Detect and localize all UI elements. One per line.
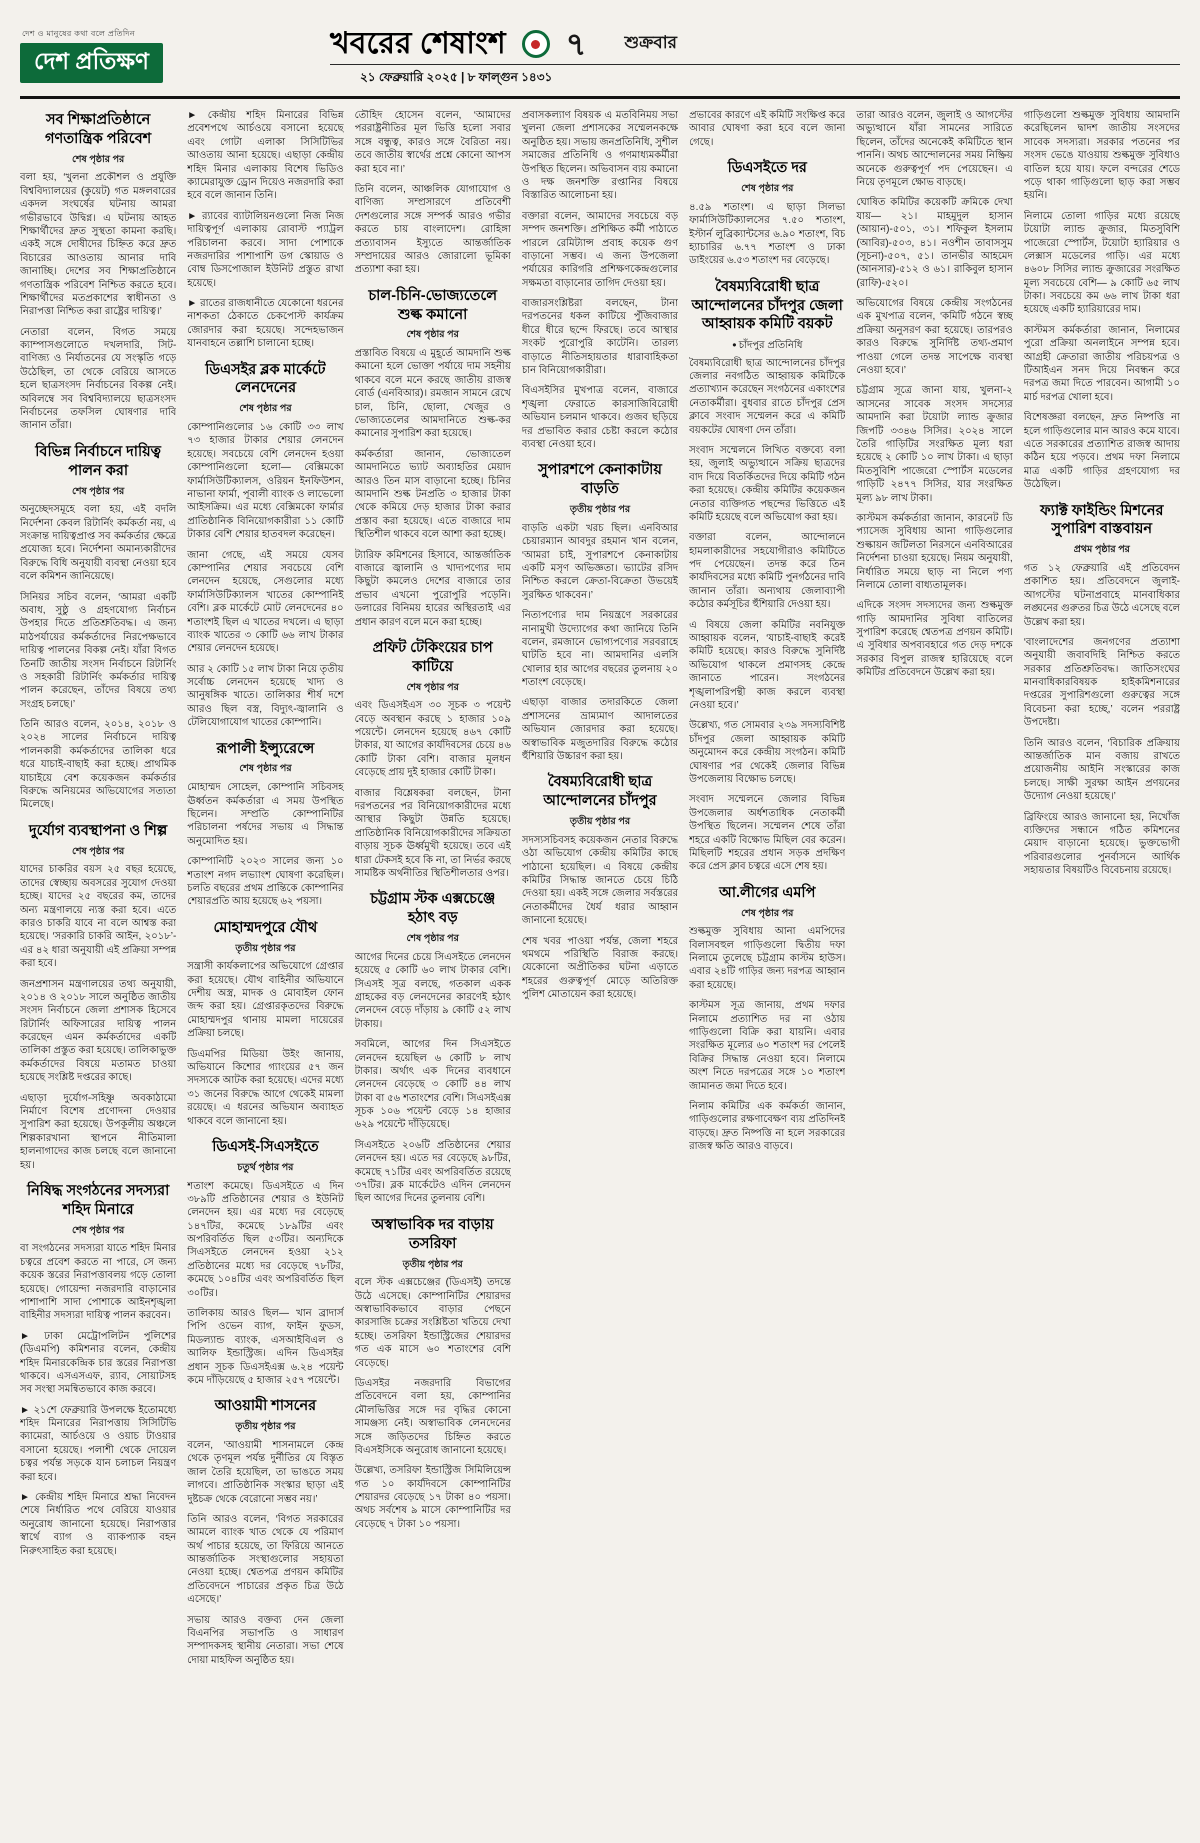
article-dateline: চতুর্থ পৃষ্ঠার পর xyxy=(237,1161,294,1173)
article-dateline: শেষ পৃষ্ঠার পর xyxy=(741,183,794,195)
article-paragraph: ► কেন্দ্রীয় শহিদ মিনারে শ্রদ্ধা নিবেদন শেষে নির্ধারিত পথে বেরিয়ে যাওয়ার অনুরোধ জানানো হয়েছে। নিরাপত্তার স্বার্থে ব্যাগ ও ব্যাকপ্যাক বহন নিরুৎসাহিত করা হয়েছে। xyxy=(20,1492,177,1557)
article-paragraph: বাড়তি একটা খরচ ছিল। এনবিআর চেয়ারম্যান আবদুর রহমান খান বলেন, ‘আমরা চাই, সুপারশপে কেনাকাটায় একটি মসৃণ অভিজ্ঞতা। ভ্যাটের রসিদ নিশ্চিত করলে ক্রেতা-বিক্রেতা উভয়েই সুরক্ষিত থাকবেন।’ xyxy=(521,522,679,601)
article-paragraph: ► ঢাকা মেট্রোপলিটন পুলিশের (ডিএমপি) কমিশনার বলেন, কেন্দ্রীয় শহিদ মিনারকেন্দ্রিক চার স্তরের নিরাপত্তা থাকবে। এসএসএফ, র‍্যাব, সোয়াটসহ সব সংস্থা সমন্বিতভাবে কাজ করবে। xyxy=(20,1330,177,1396)
article-dateline: শেষ পৃষ্ঠার পর xyxy=(406,329,459,341)
article xyxy=(187,1138,343,1387)
article-paragraph: কোম্পানিগুলোর ১৬ কোটি ৩৩ লাখ ৭৩ হাজার টাকার শেয়ার লেনদেন হয়েছে। সবচেয়ে বেশি লেনদেন হওয়া কোম্পানিগুলো হলো— বেক্সিমকো ফার্মাসিউটিক্যালস, ওরিয়ন ইনফিউশন, নাভানা ফার্মা, পূবালী ব্যাংক ও লাভেলো আইসক্রিম। এর মধ্যে বেক্সিমকো ফার্মার প্রাতিষ্ঠানিক বিনিয়োগকারীরা ১১ কোটি টাকার বেশি শেয়ার হাতবদল করেছেন। xyxy=(187,422,344,541)
article-paragraph: প্রস্তাবিত বিষয়ে এ মুহূর্তে আমদানি শুল্ক কমানো হলে ভোক্তা পর্যায়ে দাম সহনীয় থাকবে বলে মনে করছে জাতীয় রাজস্ব বোর্ড (এনবিআর)। রমজান সামনে রেখে চাল, চিনি, ছোলা, খেজুর ও ভোজ্যতেলের আমদানিতে শুল্ক-কর কমানোর সুপারিশ করা হয়েছে। xyxy=(354,348,511,440)
article-byline: ● চাঁদপুর প্রতিনিধি xyxy=(689,339,845,352)
article-paragraph: বিশেষজ্ঞরা বলছেন, দ্রুত নিষ্পত্তি না হলে গাড়িগুলোর মান আরও কমে যাবে। এতে সরকারের প্রত্যাশিত রাজস্ব আদায় কঠিন হয়ে পড়বে। প্রথম দফা নিলামে মাত্র একটি গাড়ির গ্রহণযোগ্য দর উঠেছিল। xyxy=(1023,412,1180,491)
column-4 xyxy=(522,109,678,1801)
article xyxy=(689,159,845,268)
article-paragraph: বাজারসংশ্লিষ্টরা বলছেন, টানা দরপতনের ধকল কাটিয়ে পুঁজিবাজার ধীরে ধীরে ছন্দে ফিরছে। তবে আস্থার সংকট পুরোপুরি কাটেনি। তারল্য বাড়াতে নীতিসহায়তার ধারাবাহিকতা চান বিনিয়োগকারীরা। xyxy=(521,298,679,377)
article-headline: রূপালী ইন্স্যুরেন্সে xyxy=(216,740,315,757)
paper-emblem-icon xyxy=(522,30,550,58)
article-dateline: শেষ পৃষ্ঠার পর xyxy=(71,153,125,165)
article-paragraph: জনপ্রশাসন মন্ত্রণালয়ের তথ্য অনুযায়ী, ২০১৪ ও ২০১৮ সালে অনুষ্ঠিত জাতীয় সংসদ নির্বাচনে জেলা প্রশাসক হিসেবে রিটার্নিং অফিসারের দায়িত্ব পালন করেছেন এমন কর্মকর্তাদের একটি তালিকা প্রস্তুত করা হয়েছে। তালিকাভুক্ত কর্মকর্তাদের বিষয়ে মতামত চাওয়া হয়েছে সংশ্লিষ্ট দপ্তরের কাছে। xyxy=(20,978,177,1084)
article-paragraph: ► ২১শে ফেব্রুয়ারি উপলক্ষে ইতোমধ্যে শহিদ মিনারের নিরাপত্তায় সিসিটিভি ক্যামেরা, আর্চওয়ে ও ওয়াচ টাওয়ার বসানো হয়েছে। পলাশী থেকে দোয়েল চত্বর পর্যন্ত সড়কে যান চলাচল নিয়ন্ত্রণ করা হবে। xyxy=(20,1404,177,1483)
article-headline: সব শিক্ষাপ্রতিষ্ঠানে গণতান্ত্রিক পরিবেশ xyxy=(45,112,152,147)
column-1 xyxy=(20,109,176,1801)
section-title: খবরের শেষাংশ xyxy=(330,27,506,60)
article-headline: ডিএসই-সিএসইতে xyxy=(212,1138,319,1155)
article xyxy=(187,740,343,909)
article xyxy=(689,884,845,1154)
article-headline: বৈষম্যবিরোধী ছাত্র আন্দোলনের চাঁদপুর xyxy=(543,774,657,810)
section-title-row xyxy=(330,28,1180,65)
article-dateline: শেষ পৃষ্ঠার পর xyxy=(71,1224,125,1236)
column-3 xyxy=(355,109,511,1801)
article-dateline: শেষ পৃষ্ঠার পর xyxy=(239,763,292,775)
article-headline: আওয়ামী শাসনের xyxy=(214,1398,317,1415)
article-paragraph: ব্রিফিংয়ে আরও জানানো হয়, নিখোঁজ ব্যক্তিদের সন্ধানে গঠিত কমিশনের মেয়াদ বাড়ানো হয়েছে। ভুক্তভোগী পরিবারগুলোর পুনর্বাসনে আর্থিক সহায়তার বিষয়টিও বিবেচনায় রয়েছে। xyxy=(1023,811,1180,877)
article-paragraph: অনুচ্ছেদসমূহে বলা হয়, এই বদলি নির্দেশনা কেবল রিটার্নিং কর্মকর্তা নয়, এ সংক্রান্ত দায়িত্বপ্রাপ্ত সব কর্মকর্তার ক্ষেত্রে প্রযোজ্য হবে। নির্দেশনা অমান্যকারীদের বিরুদ্ধে বিধি অনুযায়ী ব্যবস্থা নেওয়া হবে বলে কমিশন জানিয়েছে। xyxy=(20,504,177,583)
article-headline: মোহাম্মদপুরে যৌথ xyxy=(213,919,318,936)
article-headline: নিষিদ্ধ সংগঠনের সদস্যরা শহিদ মিনারে xyxy=(26,1182,170,1218)
article xyxy=(522,773,678,1001)
article-headline: ডিএসইতে দর xyxy=(727,160,807,177)
article xyxy=(355,287,511,629)
article-paragraph: শেষ খবর পাওয়া পর্যন্ত, জেলা শহরে থমথমে পরিস্থিতি বিরাজ করছে। যেকোনো অপ্রীতিকর ঘটনা এড়াতে শহরের গুরুত্বপূর্ণ মোড়ে অতিরিক্ত পুলিশ মোতায়েন করা হয়েছে। xyxy=(521,935,679,1001)
article-paragraph: কোম্পানিটি ২০২৩ সালের জন্য ১০ শতাংশ নগদ লভ্যাংশ ঘোষণা করেছিল। চলতি বছরের প্রথম প্রান্তিকে কোম্পানির শেয়ারপ্রতি আয় হয়েছে ৬২ পয়সা। xyxy=(187,856,344,908)
article-paragraph: বলা হয়, ‘খুলনা প্রকৌশল ও প্রযুক্তি বিশ্ববিদ্যালয়ের (কুয়েট) গত মঙ্গলবারের একদল সংঘর্ষের ঘটনায় আমরা গভীরভাবে উদ্বিগ্ন। এ ঘটনায় আহত শিক্ষার্থীদের দ্রুত সুস্থতা কামনা করছি। একই সঙ্গে দোষীদের চিহ্নিত করে দ্রুত বিচারের আওতায় আনার দাবি জানাচ্ছি। দেশের সব শিক্ষাপ্রতিষ্ঠানে গণতান্ত্রিক পরিবেশ নিশ্চিত করতে হবে। শিক্ষার্থীদের মতপ্রকাশের স্বাধীনতা ও নিরাপত্তা নিশ্চিত করা রাষ্ট্রের দায়িত্ব।’ xyxy=(20,172,177,318)
article-headline: দুর্যোগ ব্যবস্থাপনা ও শিল্প xyxy=(29,822,168,839)
columns xyxy=(20,109,1180,1801)
emblem-dot-icon xyxy=(531,40,540,49)
article xyxy=(1024,109,1180,492)
article-paragraph: বা সংগঠনের সদস্যরা যাতে শহিদ মিনার চত্বরে প্রবেশ করতে না পারে, সে জন্য কয়েক স্তরের নিরাপত্তাবলয় গড়ে তোলা হয়েছে। গোয়েন্দা নজরদারি বাড়ানোর পাশাপাশি সাদা পোশাকে আইনশৃঙ্খলা বাহিনীর সদস্যরা দায়িত্ব পালন করবেন। xyxy=(20,1243,177,1322)
article-paragraph: এ বিষয়ে জেলা কমিটির নবনিযুক্ত আহ্বায়ক বলেন, ‘যাচাই-বাছাই করেই কমিটি হয়েছে। কারও বিরুদ্ধে সুনির্দিষ্ট অভিযোগ থাকলে প্রমাণসহ কেন্দ্রে জানাতে পারেন। সংগঠনের শৃঙ্খলাপরিপন্থী কাজ করলে ব্যবস্থা নেওয়া হবে।’ xyxy=(689,619,846,711)
article-paragraph: বৈষম্যবিরোধী ছাত্র আন্দোলনের চাঁদপুর জেলার নবগঠিত আহ্বায়ক কমিটিকে প্রত্যাখ্যান করেছেন সংগঠনের একাংশের নেতাকর্মীরা। বুধবার রাতে চাঁদপুর প্রেস ক্লাবে সংবাদ সম্মেলন করে এ কমিটি বয়কটের ঘোষণা দেন তাঁরা। xyxy=(689,357,846,436)
article-paragraph: সবমিলে, আগের দিন সিএসইতে লেনদেন হয়েছিল ৬ কোটি ৮ লাখ টাকার। অর্থাৎ এক দিনের ব্যবধানে লেনদেন বেড়েছে ৩ কোটি ৪৪ লাখ টাকা বা ৫৬ শতাংশের বেশি। সিএসইএক্স সূচক ১০৬ পয়েন্ট বেড়ে ১৪ হাজার ৬২৯ পয়েন্টে দাঁড়িয়েছে। xyxy=(354,1039,511,1131)
article-paragraph: কাস্টমস সূত্র জানায়, প্রথম দফার নিলামে প্রত্যাশিত দর না ওঠায় গাড়িগুলো বিক্রি করা যায়নি। এবার সংরক্ষিত মূল্যের ৬০ শতাংশ দর পেলেই বিক্রির সিদ্ধান্ত নেওয়া হবে। নিলামে অংশ নিতে দরপত্রের সঙ্গে ১০ শতাংশ জামানত জমা দিতে হবে। xyxy=(689,1000,846,1092)
article xyxy=(187,361,343,730)
article-paragraph: ট্যারিফ কমিশনের হিসাবে, আন্তর্জাতিক বাজারে জ্বালানি ও খাদ্যপণ্যের দাম কিছুটা কমলেও দেশের বাজারে তার প্রভাব এখনো পুরোপুরি পড়েনি। ডলারের বিনিময় হারের অস্থিরতাই এর প্রধান কারণ বলে মনে করা হচ্ছে। xyxy=(354,549,511,628)
article-paragraph: ► র‍্যাবের ব্যাটালিয়নগুলো নিজ নিজ দায়িত্বপূর্ণ এলাকায় রোবাস্ট প্যাট্রল পরিচালনা করবে। সাদা পোশাকে নজরদারির পাশাপাশি ডগ স্কোয়াড ও বোম্ব ডিসপোজাল ইউনিট প্রস্তুত রাখা হয়েছে। xyxy=(187,210,344,289)
article xyxy=(20,443,176,812)
article xyxy=(522,461,678,763)
column-7 xyxy=(1024,109,1180,1801)
article-paragraph: গত ১২ ফেব্রুয়ারি এই প্রতিবেদন প্রকাশিত হয়। প্রতিবেদনে জুলাই-আগস্টের ঘটনাপ্রবাহে মানবাধিকার লঙ্ঘনের গুরুতর চিত্র উঠে এসেছে বলে উল্লেখ করা হয়। xyxy=(1023,562,1180,628)
column-5 xyxy=(689,109,845,1801)
article-headline: আ.লীগের এমপি xyxy=(719,884,816,901)
article xyxy=(856,109,1012,680)
article-paragraph: শুল্কমুক্ত সুবিধায় আনা এমপিদের বিলাসবহুল গাড়িগুলো দ্বিতীয় দফা নিলামে তুলেছে চট্টগ্রাম কাস্টম হাউস। এবার ২৪টি গাড়ির জন্য দরপত্র আহ্বান করা হয়েছে। xyxy=(689,926,846,991)
article-paragraph: ► রাতের রাজধানীতে যেকোনো ধরনের নাশকতা ঠেকাতে চেকপোস্ট কার্যক্রম জোরদার করা হয়েছে। সন্দেহভাজন যানবাহনে তল্লাশি চালানো হচ্ছে। xyxy=(187,298,344,350)
article-paragraph: সংবাদ সম্মেলনে লিখিত বক্তব্যে বলা হয়, জুলাই অভ্যুত্থানে সক্রিয় ছাত্রদের বাদ দিয়ে বিতর্কিতদের দিয়ে কমিটি গঠন করা হয়েছে। কেন্দ্রীয় কমিটির কয়েকজন নেতার ব্যক্তিগত পছন্দের ভিত্তিতে এই কমিটি হয়েছে বলে অভিযোগ করা হয়। xyxy=(689,444,846,523)
page-number: ৭ xyxy=(565,26,587,62)
article-paragraph: তারা আরও বলেন, জুলাই ও আগস্টের অভ্যুত্থানে যাঁরা সামনের সারিতে ছিলেন, তাঁদের অনেকেই কমিটিতে স্থান পাননি। অথচ আন্দোলনের সময় নিষ্ক্রিয় অনেকে গুরুত্বপূর্ণ পদ পেয়েছেন। এ নিয়ে তৃণমূলে ক্ষোভ বাড়ছে। xyxy=(856,110,1013,188)
article-dateline: তৃতীয় পৃষ্ঠার পর xyxy=(569,504,631,516)
article-headline: ডিএসইর ব্লক মার্কেটে লেনদেনের xyxy=(205,361,326,397)
masthead-tagline: দেশ ও মানুষের কথা বলে প্রতিদিন xyxy=(22,29,136,38)
article-paragraph: বিএসইসির মুখপাত্র বলেন, বাজারে শৃঙ্খলা ফেরাতে কারসাজিবিরোধী অভিযান চলমান থাকবে। গুজব ছড়িয়ে দর প্রভাবিত করার চেষ্টা করলে কঠোর ব্যবস্থা নেওয়া হবে। xyxy=(521,385,679,450)
article xyxy=(355,639,511,880)
article xyxy=(355,1216,511,1531)
article xyxy=(187,1397,343,1667)
article-paragraph: এদিকে সংসদ সদস্যদের জন্য শুল্কমুক্ত গাড়ি আমদানির সুবিধা বাতিলের সুপারিশ করেছে শ্বেতপত্র প্রণয়ন কমিটি। এ সুবিধার অপব্যবহারে গত দেড় দশকে সরকার বিপুল রাজস্ব হারিয়েছে বলে কমিটির প্রতিবেদনে উল্লেখ করা হয়। xyxy=(856,600,1013,679)
article-paragraph: ডিএসইর নজরদারি বিভাগের প্রতিবেদনে বলা হয়, কোম্পানির মৌলভিত্তির সঙ্গে দর বৃদ্ধির কোনো সামঞ্জস্য নেই। অস্বাভাবিক লেনদেনের সঙ্গে জড়িতদের চিহ্নিত করতে বিএসইসিকে অনুরোধ জানানো হয়েছে। xyxy=(354,1377,511,1456)
article-paragraph: প্রভাবের কারণে এই কমিটি সংক্ষিপ্ত করে আবার ঘোষণা করা হবে বলে জানা গেছে। xyxy=(689,110,846,148)
article-paragraph: মোহাম্মদ সোহেল, কোম্পানি সচিবসহ ঊর্ধ্বতন কর্মকর্তারা এ সময় উপস্থিত ছিলেন। সম্প্রতি কোম্পানিটির পরিচালনা পর্ষদের সভায় এ সিদ্ধান্ত অনুমোদিত হয়। xyxy=(187,782,344,847)
article-paragraph: ৪.৫৯ শতাংশ। এ ছাড়া সিলভা ফার্মাসিউটিক্যালসের ৭.৫০ শতাংশ, ইস্টার্ন লুব্রিক্যান্টসের ৬.৯০ শতাংশ, বিচ হ্যাচারির ৬.৭৭ শতাংশ ও ঢাকা ডাইংয়ের ৬.৫৩ শতাংশ দর বেড়েছে। xyxy=(689,201,846,267)
article-paragraph: অভিযোগের বিষয়ে কেন্দ্রীয় সংগঠনের এক মুখপাত্র বলেন, ‘কমিটি গঠনে স্বচ্ছ প্রক্রিয়া অনুসরণ করা হয়েছে। তারপরও কারও বিরুদ্ধে সুনির্দিষ্ট তথ্য-প্রমাণ পাওয়া গেলে তদন্ত সাপেক্ষে ব্যবস্থা নেওয়া হবে।’ xyxy=(856,298,1013,377)
article-headline: প্রফিট টেকিংয়ের চাপ কাটিয়ে xyxy=(372,639,493,675)
article-paragraph: সংবাদ সম্মেলনে জেলার বিভিন্ন উপজেলার অর্ধশতাধিক নেতাকর্মী উপস্থিত ছিলেন। সম্মেলন শেষে তাঁরা শহরে একটি বিক্ষোভ মিছিল বের করেন। মিছিলটি শহরের প্রধান সড়ক প্রদক্ষিণ করে প্রেস ক্লাব চত্বরে এসে শেষ হয়। xyxy=(689,794,846,873)
article-dateline: শেষ পৃষ্ঠার পর xyxy=(71,485,125,497)
article xyxy=(1024,502,1180,878)
article-paragraph: তিনি আরও বলেন, ২০১৪, ২০১৮ ও ২০২৪ সালের নির্বাচনে দায়িত্ব পালনকারী কর্মকর্তাদের তালিকা ধরে ধরে যাচাই-বাছাই করা হচ্ছে। প্রাথমিক যাচাইয়ে বেশ কয়েকজন কর্মকর্তার বিরুদ্ধে অনিয়মের অভিযোগের সত্যতা মিলেছে। xyxy=(20,719,177,811)
article-paragraph: যাদের চাকরির বয়স ২৫ বছর হয়েছে, তাদের স্বেচ্ছায় অবসরের সুযোগ দেওয়া হচ্ছে। যাদের ২৫ বছরের কম, তাদের অন্য মন্ত্রণালয়ে ন্যস্ত করা হবে। এতে কারও চাকরি যাবে না বলে আশ্বস্ত করা হয়েছে। ‘সরকারি চাকরি আইন, ২০১৮’-এর ৪২ ধারা অনুযায়ী এই প্রক্রিয়া সম্পন্ন করা হবে। xyxy=(20,864,177,970)
article-dateline: শেষ পৃষ্ঠার পর xyxy=(741,907,794,919)
article-paragraph: নেতারা বলেন, বিগত সময়ে ক্যাম্পাসগুলোতে দখলদারি, সিট-বাণিজ্য ও নির্যাতনের যে সংস্কৃতি গড়ে উঠেছিল, তা থেকে বেরিয়ে আসতে হলে ছাত্রসংসদ নির্বাচনের বিকল্প নেই। অবিলম্বে সব বিশ্ববিদ্যালয়ে ছাত্রসংসদ নির্বাচনের তফসিল ঘোষণার দাবি জানান তাঁরা। xyxy=(20,326,177,432)
article-paragraph: ঘোষিত কমিটির কয়েকটি ক্রমিকে দেখা যায়— ২১। মাহমুদুল হাসান (আয়ান)-৫০১, ৩১। শফিকুল ইসলাম (আবির)-৫০৩, ৪১। নওশীন তাবাসসুম (সূচনা)-৫০৭, ৫১। তানভীর আহমেদ (আনসার)-৫১২ ও ৬১। রাকিবুল হাসান (রাফি)-৫২০। xyxy=(856,197,1013,289)
page-header xyxy=(20,28,1180,99)
article-paragraph: সভায় আরও বক্তব্য দেন জেলা বিএনপির সভাপতি ও সাধারণ সম্পাদকসহ স্থানীয় নেতারা। সভা শেষে দোয়া মাহফিল অনুষ্ঠিত হয়। xyxy=(187,1614,344,1666)
article-dateline: প্রথম পৃষ্ঠার পর xyxy=(1073,544,1130,556)
article-paragraph: এছাড়া বাজার তদারকিতে জেলা প্রশাসনের ভ্রাম্যমাণ আদালতের অভিযান জোরদার করা হয়েছে। অস্বাভাবিক মজুতদারির বিরুদ্ধে কঠোর হুঁশিয়ারি উচ্চারণ করা হয়। xyxy=(521,697,679,763)
article-paragraph: আর ২ কোটি ১৫ লাখ টাকা নিয়ে তৃতীয় সর্বোচ্চ লেনদেন হয়েছে খাদ্য ও আনুষঙ্গিক খাতে। তালিকার শীর্ষ দশে আরও ছিল বস্ত্র, বিদ্যুৎ-জ্বালানি ও টেলিযোগাযোগ খাতের কোম্পানি। xyxy=(187,663,344,729)
article-headline: বিভিন্ন নির্বাচনে দায়িত্ব পালন করা xyxy=(35,443,161,479)
article-paragraph: সিএসইতে ২০৬টি প্রতিষ্ঠানের শেয়ার লেনদেন হয়। এতে দর বেড়েছে ৯৮টির, কমেছে ৭১টির এবং অপরিবর্তিত রয়েছে ৩৭টির। ব্লক মার্কেটেও এদিন লেনদেন ছিল আগের দিনের তুলনায় বেশি। xyxy=(354,1139,511,1205)
article-dateline: তৃতীয় পৃষ্ঠার পর xyxy=(402,1258,463,1270)
article-paragraph: ► কেন্দ্রীয় শহিদ মিনারের বিভিন্ন প্রবেশপথে আর্চওয়ে বসানো হয়েছে এবং গোটা এলাকা সিসিটিভির আওতায় আনা হয়েছে। এছাড়া কেন্দ্রীয় শহিদ মিনার এলাকায় বিশেষ ভিডিও ক্যামেরাযুক্ত ড্রোন দিয়েও নজরদারি করা হবে বলে জানান তিনি। xyxy=(187,110,344,202)
article xyxy=(689,109,845,149)
weekday-label: শুক্রবার xyxy=(624,33,678,52)
header-right xyxy=(195,28,1180,89)
article-paragraph: তিনি বলেন, আঞ্চলিক যোগাযোগ ও বাণিজ্য সম্প্রসারণে প্রতিবেশী দেশগুলোর সঙ্গে সম্পর্ক আরও গভীর করতে চায় বাংলাদেশ। রোহিঙ্গা প্রত্যাবাসন ইস্যুতে আন্তর্জাতিক সম্প্রদায়ের আরও জোরালো ভূমিকা প্রত্যাশা করা হয়। xyxy=(354,183,511,276)
article-paragraph: সদস্যসচিবসহ কয়েকজন নেতার বিরুদ্ধে ওঠা অভিযোগ কেন্দ্রীয় কমিটির কাছে পাঠানো হয়েছিল। এ বিষয়ে কেন্দ্রীয় কমিটির সিদ্ধান্ত জানতে চেয়ে চিঠি দেওয়া হয়। একই সঙ্গে জেলার সর্বস্তরের নেতাকর্মীদের ধৈর্য ধরার আহ্বান জানানো হয়েছে। xyxy=(521,834,679,927)
article xyxy=(187,919,343,1128)
article-dateline: শেষ পৃষ্ঠার পর xyxy=(406,933,459,945)
article xyxy=(20,111,176,433)
article-paragraph: বলেন, ‘আওয়ামী শাসনামলে কেন্দ্র থেকে তৃণমূল পর্যন্ত দুর্নীতির যে বিস্তৃত জাল তৈরি হয়েছিল, তা ভাঙতে সময় লাগবে। প্রাতিষ্ঠানিক সংস্কার ছাড়া এই দুষ্টচক্র থেকে বেরোনো সম্ভব নয়।’ xyxy=(187,1439,344,1505)
article-paragraph: ‘বাংলাদেশের জনগণের প্রত্যাশা অনুযায়ী জবাবদিহি নিশ্চিত করতে সরকার প্রতিশ্রুতিবদ্ধ। জাতিসংঘের মানবাধিকারবিষয়ক হাইকমিশনারের দপ্তরের সুপারিশগুলো গুরুত্বের সঙ্গে বিবেচনা করা হচ্ছে,’ বলেন পররাষ্ট্র উপদেষ্টা। xyxy=(1023,636,1180,729)
article-paragraph: ডিএমপির মিডিয়া উইং জানায়, অভিযানে কিশোর গ্যাংয়ের ৫৭ জন সদস্যকে আটক করা হয়েছে। এদের মধ্যে ৩১ জনের বিরুদ্ধে আগে থেকেই মামলা রয়েছে। এ ধরনের অভিযান অব্যাহত থাকবে বলে জানানো হয়। xyxy=(187,1048,344,1127)
article-paragraph: বাজার বিশ্লেষকরা বলছেন, টানা দরপতনের পর বিনিয়োগকারীদের মধ্যে আস্থার কিছুটা উন্নতি হয়েছে। প্রাতিষ্ঠানিক বিনিয়োগকারীদের সক্রিয়তা বাড়ায় সূচক ঊর্ধ্বমুখী হয়েছে। তবে এই ধারা টেকসই হবে কি না, তা নির্ভর করছে সামষ্টিক অর্থনীতির স্থিতিশীলতার ওপর। xyxy=(354,787,511,879)
article xyxy=(187,109,343,351)
article-headline: ফ্যাক্ট ফাইন্ডিং মিশনের সুপারিশ বাস্তবায়ন xyxy=(1040,502,1164,538)
article xyxy=(522,109,678,451)
article-paragraph: প্রবাসকল্যাণ বিষয়ক এ মতবিনিময় সভা খুলনা জেলা প্রশাসকের সম্মেলনকক্ষে অনুষ্ঠিত হয়। সভায় জনপ্রতিনিধি, সুশীল সমাজের প্রতিনিধি ও গণমাধ্যমকর্মীরা উপস্থিত ছিলেন। অভিবাসন ব্যয় কমানো ও দক্ষ জনশক্তি রপ্তানির বিষয়ে বিস্তারিত আলোচনা হয়। xyxy=(521,110,679,202)
article-paragraph: জানা গেছে, এই সময়ে যেসব কোম্পানির শেয়ার সবচেয়ে বেশি লেনদেন হয়েছে, সেগুলোর মধ্যে ফার্মাসিউটিক্যালস খাতের কোম্পানিই বেশি। ব্লক মার্কেটে মোট লেনদেনের ৪০ শতাংশই ছিল এ খাতের দখলে। এ ছাড়া ব্যাংক খাতের ৩ কোটি ৬৬ লাখ টাকার শেয়ার লেনদেন হয়েছে। xyxy=(187,549,344,655)
article-dateline: তৃতীয় পৃষ্ঠার পর xyxy=(235,942,296,954)
article-paragraph: আগের দিনের চেয়ে সিএসইতে লেনদেন হয়েছে ৫ কোটি ৬০ লাখ টাকার বেশি। সিএসই সূত্র বলছে, গতকাল একক গ্রাহকের বড় লেনদেনের কারণেই হঠাৎ লেনদেন বেড়ে দাঁড়ায় ৯ কোটি ৫২ লাখ টাকায়। xyxy=(354,951,511,1030)
article-dateline: শেষ পৃষ্ঠার পর xyxy=(239,403,292,415)
article-paragraph: শতাংশ কমেছে। ডিএসইতে এ দিন ৩৮৯টি প্রতিষ্ঠানের শেয়ার ও ইউনিট লেনদেন হয়। এর মধ্যে দর বেড়েছে ১৪৭টির, কমেছে ১৮৯টির এবং অপরিবর্তিত ছিল ৫৩টির। অন্যদিকে সিএসইতে লেনদেন হওয়া ২১২ প্রতিষ্ঠানের মধ্যে দর বেড়েছে ৭৮টির, কমেছে ১০৪টির এবং অপরিবর্তিত ছিল ৩০টির। xyxy=(187,1180,344,1299)
article-paragraph: গাড়িগুলো শুল্কমুক্ত সুবিধায় আমদানি করেছিলেন দ্বাদশ জাতীয় সংসদের সাবেক সদস্যরা। সরকার পতনের পর সংসদ ভেঙে যাওয়ায় শুল্কমুক্ত সুবিধাও বাতিল হয়ে যায়। ফলে বন্দরের শেডে পড়ে থাকা গাড়িগুলো ছাড় করা সম্ভব হয়নি। xyxy=(1023,110,1180,202)
masthead xyxy=(20,28,195,83)
article-paragraph: কাস্টমস কর্মকর্তারা জানান, নিলামের পুরো প্রক্রিয়া অনলাইনে সম্পন্ন হবে। আগ্রহী ক্রেতারা জাতীয় পরিচয়পত্র ও টিআইএন সনদ দিয়ে নিবন্ধন করে দরপত্র জমা দিতে পারবেন। আগামী ১০ মার্চ দরপত্র খোলা হবে। xyxy=(1023,324,1180,403)
article-dateline: শেষ পৃষ্ঠার পর xyxy=(406,681,459,693)
article-dateline: তৃতীয় পৃষ্ঠার পর xyxy=(235,1421,296,1433)
column-2 xyxy=(187,109,343,1801)
date-line: ২১ ফেব্রুয়ারি ২০২৫ | ৮ ফাল্গুন ১৪৩১ xyxy=(360,70,553,84)
article xyxy=(355,890,511,1205)
article-paragraph: তিনি আরও বলেন, ‘বিগত সরকারের আমলে ব্যাংক খাত থেকে যে পরিমাণ অর্থ পাচার হয়েছে, তা ফিরিয়ে আনতে আন্তর্জাতিক সংস্থাগুলোর সহায়তা নেওয়া হচ্ছে। শ্বেতপত্র প্রণয়ন কমিটির প্রতিবেদনে পাচারের প্রকৃত চিত্র উঠে এসেছে।’ xyxy=(187,1513,344,1606)
article-headline: বৈষম্যবিরোধী ছাত্র আন্দোলনের চাঁদপুর জেলা আহ্বায়ক কমিটি বয়কট xyxy=(691,278,843,333)
article-paragraph: এবং ডিএসইএস ৩০ সূচক ৩ পয়েন্ট বেড়ে অবস্থান করছে ১ হাজার ১০৯ পয়েন্টে। লেনদেন হয়েছে ৪৬৭ কোটি টাকার, যা আগের কার্যদিবসের চেয়ে ৪৬ কোটি টাকা বেশি। বাজার মূলধন বেড়েছে প্রায় দুই হাজার কোটি টাকা। xyxy=(354,700,511,779)
article-paragraph: সিনিয়র সচিব বলেন, ‘আমরা একটি অবাধ, সুষ্ঠু ও গ্রহণযোগ্য নির্বাচন উপহার দিতে প্রতিশ্রুতিবদ্ধ। এ জন্য মাঠপর্যায়ের কর্মকর্তাদের নিরপেক্ষভাবে দায়িত্ব পালনের বিকল্প নেই। যাঁরা বিগত তিনটি জাতীয় সংসদ নির্বাচনে রিটার্নিং ও সহকারী রিটার্নিং কর্মকর্তার দায়িত্ব পালন করেছেন, তাঁদের বিষয়ে তথ্য সংগ্রহ চলছে।’ xyxy=(20,591,177,710)
article-paragraph: তালিকায় আরও ছিল— খান ব্রাদার্স পিপি ওভেন ব্যাগ, ফাইন ফুডস, মিডল্যান্ড ব্যাংক, এসআইবিএল ও আলিফ ইন্ডাস্ট্রিজ। এদিন ডিএসইর প্রধান সূচক ডিএসইএক্স ৬.২৪ পয়েন্ট কমে দাঁড়িয়েছে ৫ হাজার ২৫৭ পয়েন্টে। xyxy=(187,1308,344,1386)
article-paragraph: কাস্টমস কর্মকর্তারা জানান, কারনেট ডি প্যাসেজ সুবিধায় আনা গাড়িগুলোর শুল্কায়ন জটিলতা নিরসনে এনবিআরের নির্দেশনা চাওয়া হয়েছে। নিয়ম অনুযায়ী, নির্ধারিত সময়ে ছাড় না নিলে পণ্য নিলামে তোলা বাধ্যতামূলক। xyxy=(856,512,1013,591)
article-paragraph: বক্তারা বলেন, আমাদের সবচেয়ে বড় সম্পদ জনশক্তি। প্রশিক্ষিত কর্মী পাঠাতে পারলে রেমিট্যান্স প্রবাহ কয়েক গুণ বাড়ানো সম্ভব। এ জন্য উপজেলা পর্যায়ের কারিগরি প্রশিক্ষণকেন্দ্রগুলোর সক্ষমতা বাড়ানোর তাগিদ দেওয়া হয়। xyxy=(521,210,679,289)
article-paragraph: নিত্যপণ্যের দাম নিয়ন্ত্রণে সরকারের নানামুখী উদ্যোগের কথা জানিয়ে তিনি বলেন, রমজানে ভোগ্যপণ্যের সরবরাহে ঘাটতি হবে না। আমদানির এলসি খোলার হার আগের বছরের তুলনায় ২০ শতাংশ বেড়েছে। xyxy=(521,610,679,689)
article xyxy=(689,278,845,874)
article-paragraph: কর্মকর্তারা জানান, ভোজ্যতেল আমদানিতে ভ্যাট অব্যাহতির মেয়াদ আরও তিন মাস বাড়ানো হচ্ছে। চিনির আমদানি শুল্ক টনপ্রতি ৩ হাজার টাকা থেকে কমিয়ে দেড় হাজার টাকা করার প্রস্তাব করা হয়েছে। এতে বাজারে দাম স্থিতিশীল থাকবে বলে আশা করা হচ্ছে। xyxy=(354,448,511,541)
article xyxy=(20,1182,176,1558)
article-paragraph: বলে স্টক এক্সচেঞ্জের (ডিএসই) তদন্তে উঠে এসেছে। কোম্পানিটির শেয়ারদর অস্বাভাবিকভাবে বাড়ার পেছনে কারসাজি চক্রের সংশ্লিষ্টতা খতিয়ে দেখা হচ্ছে। তসরিফা ইন্ডাস্ট্রিজের শেয়ারদর গত এক মাসে ৬০ শতাংশের বেশি বেড়েছে। xyxy=(354,1277,511,1369)
article-paragraph: বক্তারা বলেন, আন্দোলনে হামলাকারীদের সহযোগীরাও কমিটিতে পদ পেয়েছেন। তদন্ত করে তিন কার্যদিবসের মধ্যে কমিটি পুনর্গঠনের দাবি জানান তাঁরা। অন্যথায় জেলাব্যাপী কঠোর কর্মসূচির হুঁশিয়ারি দেওয়া হয়। xyxy=(689,532,846,611)
article-dateline: তৃতীয় পৃষ্ঠার পর xyxy=(569,816,631,828)
article-paragraph: তৌহিদ হোসেন বলেন, ‘আমাদের পররাষ্ট্রনীতির মূল ভিত্তি হলো সবার সঙ্গে বন্ধুত্ব, কারও সঙ্গে বৈরিতা নয়। তবে জাতীয় স্বার্থের প্রশ্নে কোনো আপস করা হবে না।’ xyxy=(354,110,511,175)
article-dateline: শেষ পৃষ্ঠার পর xyxy=(71,845,125,857)
article-headline: অস্বাভাবিক দর বাড়ায় তসরিফা xyxy=(371,1216,494,1252)
article-paragraph: নিলাম কমিটির এক কর্মকর্তা জানান, গাড়িগুলোর রক্ষণাবেক্ষণ ব্যয় প্রতিদিনই বাড়ছে। দ্রুত নিষ্পত্তি না হলে সরকারের রাজস্ব ক্ষতি আরও বাড়বে। xyxy=(689,1100,846,1153)
article-paragraph: সন্ত্রাসী কার্যকলাপের অভিযোগে গ্রেপ্তার করা হয়েছে। যৌথ বাহিনীর অভিযানে দেশীয় অস্ত্র, মাদক ও মোবাইল ফোন জব্দ করা হয়। গ্রেপ্তারকৃতদের বিরুদ্ধে মোহাম্মদপুর থানায় মামলা দায়েরের প্রক্রিয়া চলছে। xyxy=(187,961,344,1040)
article-headline: সুপারশপে কেনাকাটায় বাড়তি xyxy=(538,462,662,498)
article-headline: চাল-চিনি-ভোজ্যতেলে শুল্ক কমানো xyxy=(368,287,498,323)
article-paragraph: তিনি আরও বলেন, ‘বিচারিক প্রক্রিয়ায় আন্তর্জাতিক মান বজায় রাখতে প্রয়োজনীয় আইনি সংস্কারের কাজ চলছে। সাক্ষী সুরক্ষা আইন প্রণয়নের উদ্যোগ নেওয়া হয়েছে।’ xyxy=(1023,737,1180,803)
column-6 xyxy=(856,109,1012,1801)
article xyxy=(355,109,511,277)
masthead-title: দেশ প্রতিক্ষণ xyxy=(20,43,163,83)
article xyxy=(20,822,176,1172)
article-paragraph: উল্লেখ্য, গত সোমবার ২৩৯ সদস্যবিশিষ্ট চাঁদপুর জেলা আহ্বায়ক কমিটি অনুমোদন করে কেন্দ্রীয় সংগঠন। কমিটি ঘোষণার পর থেকেই জেলার বিভিন্ন উপজেলায় বিক্ষোভ চলছে। xyxy=(689,720,846,785)
article-headline: চট্টগ্রাম স্টক এক্সচেঞ্জে হঠাৎ বড় xyxy=(370,891,496,927)
article-paragraph: উল্লেখ্য, তসরিফা ইন্ডাস্ট্রিজ সিমিলিয়েন্স গত ১০ কার্যদিবসে কোম্পানিটির শেয়ারদর বেড়েছে ১৭ টাকা ৪০ পয়সা। অথচ সর্বশেষ ৯ মাসে কোম্পানিটির দর বেড়েছে ৭ টাকা ১০ পয়সা। xyxy=(354,1465,511,1530)
article-paragraph: চট্টগ্রাম সূত্রে জানা যায়, খুলনা-২ আসনের সাবেক সংসদ সদস্যের আমদানি করা টয়োটা ল্যান্ড ক্রুজার জিপটি ৩৩৪৬ সিসির। ২০২৪ সালে তৈরি গাড়িটির সংরক্ষিত মূল্য ধরা হয়েছে ২ কোটি ১০ লাখ টাকা। এ ছাড়া মিতসুবিশি পাজেরো স্পোর্টস মডেলের গাড়িটি ২৪৭৭ সিসির, যার সংরক্ষিত মূল্য ৯৮ লাখ টাকা। xyxy=(856,385,1013,504)
article-paragraph: এছাড়া দুর্যোগ-সহিষ্ণু অবকাঠামো নির্মাণে বিশেষ প্রণোদনা দেওয়ার সুপারিশ করা হয়েছে। উপকূলীয় অঞ্চলে শিল্পকারখানা স্থাপনে নীতিমালা হালনাগাদের কাজ চলছে বলে জানানো হয়। xyxy=(20,1092,177,1171)
article-paragraph: নিলামে তোলা গাড়ির মধ্যে রয়েছে টয়োটা ল্যান্ড ক্রুজার, মিতসুবিশি পাজেরো স্পোর্টস, টয়োটা হ্যারিয়ার ও লেক্সাস মডেলের গাড়ি। এর মধ্যে ৪৬০৮ সিসির ল্যান্ড ক্রুজারের সংরক্ষিত মূল্য সবচেয়ে বেশি— ৯ কোটি ৬৫ লাখ টাকা। সবচেয়ে কম ৬৬ লাখ টাকা ধরা হয়েছে একটি হ্যারিয়ারের দাম। xyxy=(1023,210,1180,316)
